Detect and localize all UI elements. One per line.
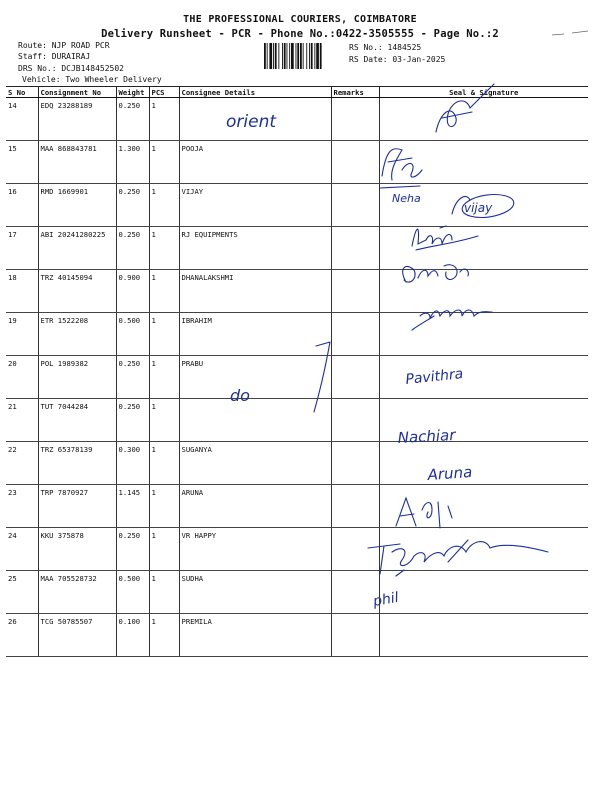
remarks: [331, 184, 379, 227]
seal-signature: [379, 399, 588, 442]
consignee-details: POOJA: [179, 141, 331, 184]
consignee-details: VIJAY: [179, 184, 331, 227]
serial-number: 24: [6, 528, 38, 571]
seal-signature: [379, 141, 588, 184]
serial-number: 23: [6, 485, 38, 528]
serial-number: 14: [6, 98, 38, 141]
consignment-number: TRP 7870927: [38, 485, 116, 528]
weight: 1.300: [116, 141, 149, 184]
staff-label: Staff: DURAIRAJ: [18, 52, 91, 61]
table-row: [6, 571, 588, 614]
pieces: 1: [149, 614, 179, 657]
consignee-details: PREMILA: [179, 614, 331, 657]
pieces: 1: [149, 528, 179, 571]
rs-number: RS No.: 1484525: [349, 43, 422, 52]
serial-number: 15: [6, 141, 38, 184]
weight: 0.250: [116, 98, 149, 141]
pieces: 1: [149, 313, 179, 356]
weight: 0.100: [116, 614, 149, 657]
consignment-number: EDQ 23288189: [38, 98, 116, 141]
weight: 0.250: [116, 184, 149, 227]
consignee-details: SUDHA: [179, 571, 331, 614]
serial-number: 21: [6, 399, 38, 442]
handwritten-note-phil: phil: [371, 589, 400, 610]
column-header: Consignment No: [38, 87, 116, 98]
consignment-number: RMD 1669901: [38, 184, 116, 227]
table-row: [6, 614, 588, 657]
remarks: [331, 270, 379, 313]
table-row: [6, 399, 588, 442]
seal-signature: [379, 614, 588, 657]
pieces: 1: [149, 571, 179, 614]
weight: 0.500: [116, 313, 149, 356]
vehicle-label: Vehicle: Two Wheeler Delivery: [22, 75, 162, 84]
consignee-details: RJ EQUIPMENTS: [179, 227, 331, 270]
table-row: [6, 98, 588, 141]
remarks: [331, 356, 379, 399]
weight: 0.500: [116, 571, 149, 614]
seal-signature: [379, 571, 588, 614]
consignment-number: TCG 50785507: [38, 614, 116, 657]
table-row: [6, 442, 588, 485]
runsheet-table: [6, 86, 588, 657]
consignee-details: VR HAPPY: [179, 528, 331, 571]
consignment-number: TRZ 40145094: [38, 270, 116, 313]
consignment-number: TRZ 65378139: [38, 442, 116, 485]
serial-number: 22: [6, 442, 38, 485]
consignee-details: [179, 98, 331, 141]
remarks: [331, 571, 379, 614]
table-row: [6, 528, 588, 571]
weight: 1.145: [116, 485, 149, 528]
rs-date: RS Date: 03-Jan-2025: [349, 55, 446, 64]
table-row: [6, 356, 588, 399]
table-row: [6, 485, 588, 528]
seal-signature: [379, 270, 588, 313]
barcode: [264, 43, 344, 69]
weight: 0.250: [116, 227, 149, 270]
seal-signature: [379, 313, 588, 356]
seal-signature: [379, 184, 588, 227]
handwritten-note-do: do: [230, 386, 250, 405]
route-label: Route: NJP ROAD PCR: [18, 41, 110, 50]
handwritten-note-orient: orient: [226, 112, 277, 132]
seal-signature: [379, 528, 588, 571]
seal-signature: [379, 485, 588, 528]
pieces: 1: [149, 98, 179, 141]
remarks: [331, 313, 379, 356]
drs-number: DRS No.: DCJB148452502: [18, 64, 124, 73]
company-title: THE PROFESSIONAL COURIERS, COIMBATORE: [183, 14, 417, 25]
table-row: [6, 184, 588, 227]
pieces: 1: [149, 399, 179, 442]
serial-number: 17: [6, 227, 38, 270]
handwritten-note-neha: Neha: [392, 192, 421, 205]
consignee-details: IBRAHIM: [179, 313, 331, 356]
pieces: 1: [149, 485, 179, 528]
serial-number: 16: [6, 184, 38, 227]
handwritten-note-aruna: Aruna: [427, 462, 473, 484]
column-header: PCS: [149, 87, 179, 98]
column-header: Consignee Details: [179, 87, 331, 98]
consignment-number: POL 1989382: [38, 356, 116, 399]
handwritten-note-pavithra: Pavithra: [404, 366, 465, 388]
seal-signature: [379, 356, 588, 399]
remarks: [331, 528, 379, 571]
pieces: 1: [149, 227, 179, 270]
pieces: 1: [149, 442, 179, 485]
runsheet-subtitle: Delivery Runsheet - PCR - Phone No.:0422-3505555 - Page No.:2: [101, 28, 499, 40]
consignee-details: SUGANYA: [179, 442, 331, 485]
seal-signature: [379, 442, 588, 485]
serial-number: 25: [6, 571, 38, 614]
consignment-number: ETR 1522208: [38, 313, 116, 356]
consignment-number: MAA 705528732: [38, 571, 116, 614]
handwritten-note-vijay: vijay: [464, 201, 493, 215]
pieces: 1: [149, 141, 179, 184]
serial-number: 26: [6, 614, 38, 657]
consignment-number: ABI 20241280225: [38, 227, 116, 270]
consignment-number: MAA 868843781: [38, 141, 116, 184]
seal-signature: [379, 98, 588, 141]
weight: 0.250: [116, 356, 149, 399]
remarks: [331, 399, 379, 442]
column-header: Remarks: [331, 87, 379, 98]
consignee-details: PRABU: [179, 356, 331, 399]
remarks: [331, 141, 379, 184]
remarks: [331, 485, 379, 528]
pieces: 1: [149, 356, 179, 399]
consignment-number: KKU 375878: [38, 528, 116, 571]
handwritten-note-nachiar: Nachiar: [397, 425, 456, 447]
table-row: [6, 141, 588, 184]
remarks: [331, 442, 379, 485]
serial-number: 18: [6, 270, 38, 313]
serial-number: 20: [6, 356, 38, 399]
weight: 0.300: [116, 442, 149, 485]
remarks: [331, 614, 379, 657]
remarks: [331, 227, 379, 270]
weight: 0.250: [116, 399, 149, 442]
table-header-row: [6, 87, 588, 98]
table-row: [6, 227, 588, 270]
column-header: S No: [6, 87, 38, 98]
remarks: [331, 98, 379, 141]
pieces: 1: [149, 270, 179, 313]
weight: 0.900: [116, 270, 149, 313]
seal-signature: [379, 227, 588, 270]
consignee-details: [179, 399, 331, 442]
consignment-number: TUT 7044284: [38, 399, 116, 442]
weight: 0.250: [116, 528, 149, 571]
consignee-details: ARUNA: [179, 485, 331, 528]
column-header: Seal & Signature: [379, 87, 588, 98]
table-row: [6, 270, 588, 313]
consignee-details: DHANALAKSHMI: [179, 270, 331, 313]
serial-number: 19: [6, 313, 38, 356]
column-header: Weight: [116, 87, 149, 98]
scan-mark: [550, 27, 590, 39]
table-row: [6, 313, 588, 356]
pieces: 1: [149, 184, 179, 227]
